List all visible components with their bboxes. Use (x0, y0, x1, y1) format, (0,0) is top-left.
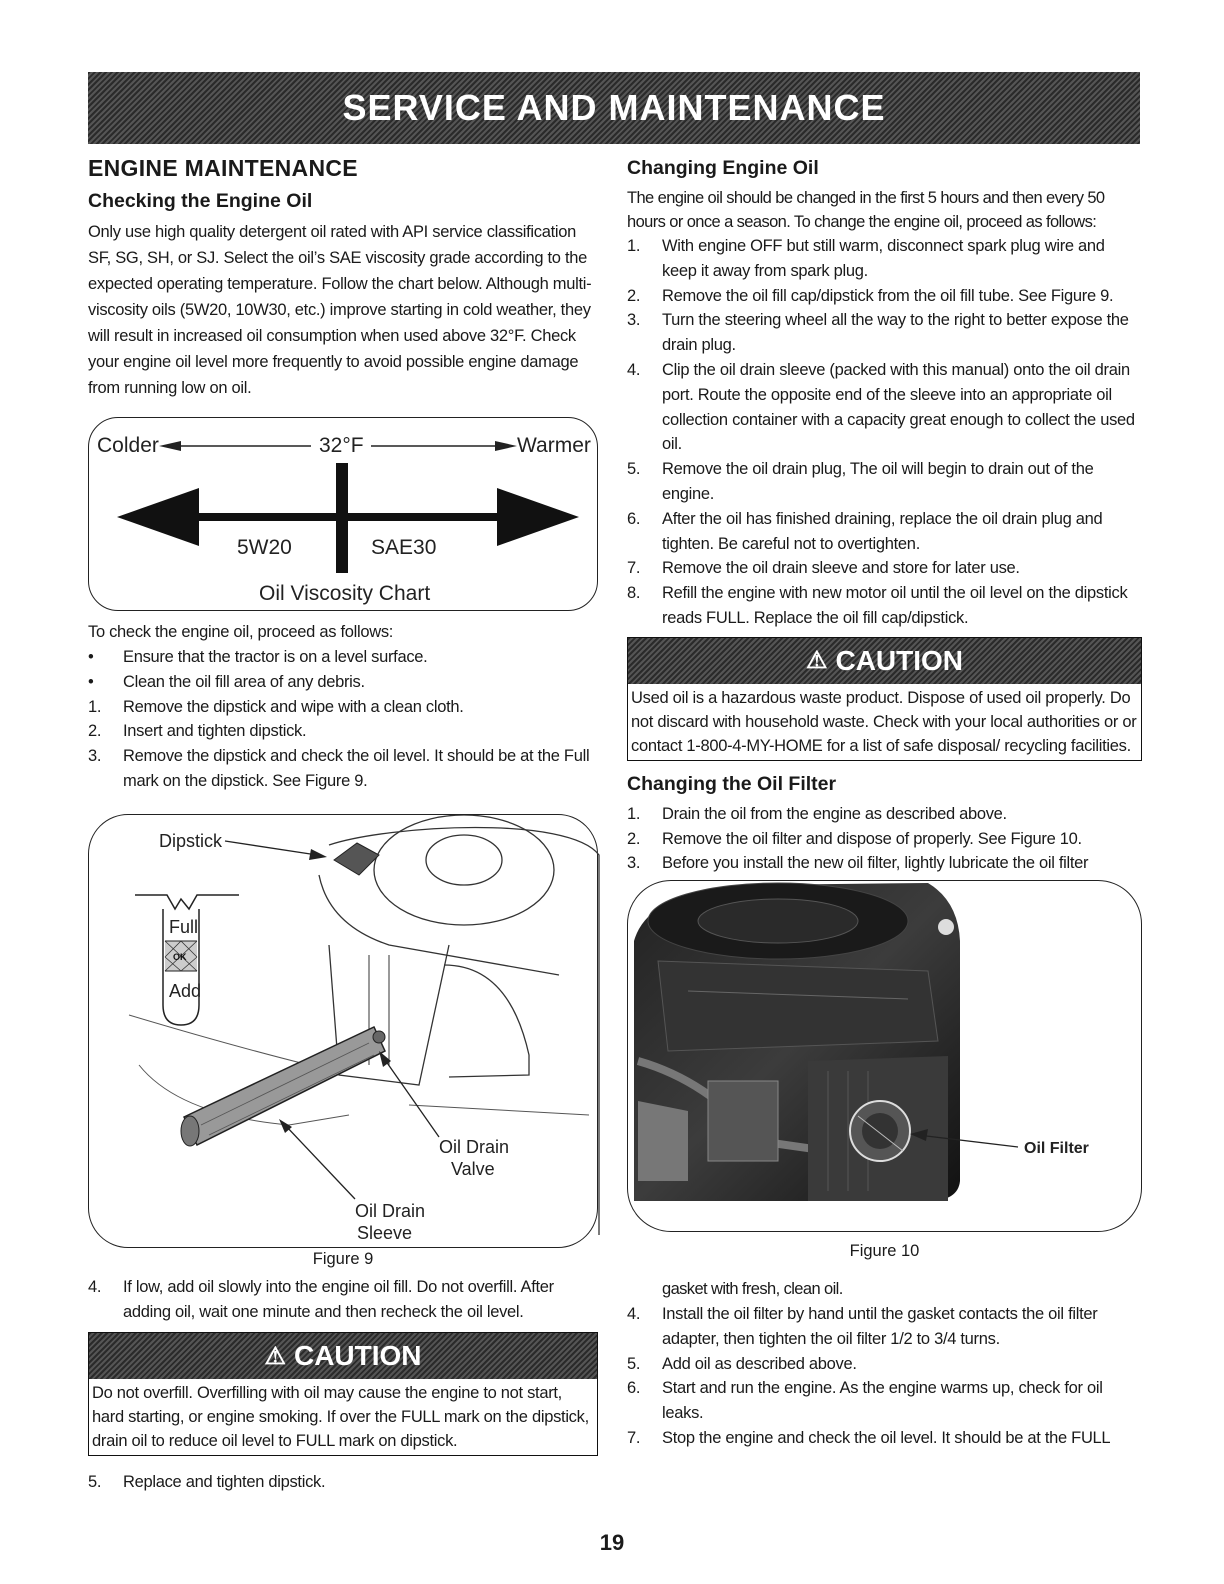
oil-filter-heading: Changing the Oil Filter (627, 772, 837, 795)
left-column (88, 155, 598, 1495)
chart-caption: Oil Viscosity Chart (259, 582, 431, 605)
caution-text: Used oil is a hazardous waste product. Dispose of used oil properly. Do not discard with household waste. Check with your local authorities or or contact 1-800-4-MY-HOME for a list of safe disposal/ recycling facilities. (631, 688, 1137, 755)
warning-triangle-icon: ⚠ (264, 1342, 286, 1370)
caution-header (628, 638, 1141, 684)
checking-oil-heading: Checking the Engine Oil (88, 190, 313, 212)
figure9-drain-sleeve-label-2: Sleeve (357, 1222, 413, 1243)
list-item: 1. With engine OFF but still warm, disconnect spark plug wire and keep it away from spark plug. (627, 237, 1105, 280)
changing-oil-intro: The engine oil should be changed in the first 5 hours and then every 50 hours or once a season. To change the engine oil, proceed as follows: (627, 189, 1105, 231)
oil-viscosity-chart (88, 417, 598, 611)
oil-filter-steps-continued (627, 1302, 1142, 1451)
list-item: 2. Insert and tighten dipstick. (88, 722, 307, 741)
check-oil-steps (88, 645, 598, 794)
list-item: 5. Replace and tighten dipstick. (88, 1473, 326, 1492)
list-item: 4. Install the oil filter by hand until the gasket contacts the oil filter adapter, then tighten the oil filter 1/2 to 3/4 turns. (627, 1304, 1098, 1348)
oil-filter-steps (627, 802, 1142, 876)
list-item: 2. Remove the oil fill cap/dipstick from the oil fill tube. See Figure 9. (627, 286, 1114, 305)
list-item: 6. After the oil has finished draining, replace the oil drain plug and tighten. Be careful not to overtighten. (627, 509, 1103, 553)
caution-box-used-oil (627, 637, 1142, 761)
list-item: 5. Remove the oil drain plug, The oil will begin to drain out of the engine. (627, 460, 1094, 503)
list-item: • Ensure that the tractor is on a level surface. (88, 648, 428, 666)
engine-maintenance-heading: ENGINE MAINTENANCE (88, 155, 358, 181)
figure9-drain-sleeve-label-1: Oil Drain (355, 1200, 426, 1221)
figure-10 (627, 880, 1142, 1232)
check-oil-step-5 (88, 1470, 598, 1495)
oil-intro-paragraph: Only use high quality detergent oil rated with API service classification SF, SG, SH, or SJ. Select the oil’s SAE viscosity grade according to the expected operating temperature. Follow the chart below. Although multi-viscosity oils (5W20, 10W30, etc.) improve starting in cold weather, they will result in increased oil consumption when used above 32°F. Check your engine oil level more frequently to avoid possible engine damage from running low on oil. (88, 223, 592, 397)
check-oil-step-4 (88, 1275, 598, 1325)
caution-text: Do not overfill. Overfilling with oil may cause the engine to not start, hard starting, or engine smoking. If over the FULL mark on the dipstick, drain oil to reduce oil level to FULL mark on dipstick. (92, 1384, 589, 1451)
chart-left-grade: 5W20 (237, 536, 292, 559)
dipstick-full-label: Full (169, 916, 199, 937)
caution-title: CAUTION (835, 644, 964, 676)
list-item: 7. Stop the engine and check the oil level. It should be at the FULL (627, 1428, 1111, 1447)
list-item: 1. Drain the oil from the engine as described above. (627, 804, 1007, 823)
figure10-oil-filter-label: Oil Filter (1024, 1140, 1089, 1158)
list-item: 2. Remove the oil filter and dispose of properly. See Figure 10. (627, 829, 1082, 848)
list-item: 3. Before you install the new oil filter, lightly lubricate the oil filter (627, 854, 1089, 873)
figure9-drain-valve-label-1: Oil Drain (439, 1136, 510, 1157)
right-column (627, 155, 1142, 1451)
dipstick-ok-label: OK (173, 951, 187, 962)
changing-oil-steps (627, 234, 1142, 631)
warning-triangle-icon: ⚠ (805, 647, 828, 675)
caution-title: CAUTION (293, 1340, 422, 1372)
figure-9 (88, 814, 598, 1248)
check-oil-intro: To check the engine oil, proceed as follows: (88, 623, 394, 641)
figure-10-caption: Figure 10 (849, 1242, 920, 1261)
list-item: 3. Turn the steering wheel all the way to the right to better expose the drain plug. (627, 311, 1129, 355)
dipstick-add-label: Add (169, 980, 202, 1001)
oil-filter-step-3-continued: gasket with fresh, clean oil. (662, 1280, 843, 1299)
changing-oil-heading: Changing Engine Oil (627, 157, 819, 179)
page-number: 19 (599, 1530, 625, 1555)
chart-warmer-label: Warmer (517, 434, 591, 457)
figure9-drain-valve-label-2: Valve (451, 1158, 495, 1179)
list-item: 3. Remove the dipstick and check the oil level. It should be at the Full mark on the dipstick. See Figure 9. (88, 747, 590, 790)
list-item: 4. Clip the oil drain sleeve (packed with this manual) onto the oil drain port. Route the opposite end of the sleeve into an appropriate oil collection container with a capacity great enough to collect the used oil. (627, 360, 1135, 454)
chart-right-grade: SAE30 (371, 536, 437, 559)
section-banner (88, 72, 1140, 144)
list-item: 7. Remove the oil drain sleeve and store for later use. (627, 559, 1020, 578)
viscosity-chart-graphic (89, 418, 597, 608)
list-item: 4. If low, add oil slowly into the engine oil fill. Do not overfill. After adding oil, wait one minute and then recheck the oil level. (88, 1277, 554, 1321)
figure-9-illustration (89, 815, 601, 1245)
caution-header (89, 1333, 597, 1379)
list-item: 6. Start and run the engine. As the engine warms up, check for oil leaks. (627, 1379, 1103, 1423)
list-item: 1. Remove the dipstick and wipe with a clean cloth. (88, 697, 464, 716)
chart-colder-label: Colder (97, 434, 159, 457)
list-item: 8. Refill the engine with new motor oil until the oil level on the dipstick reads FULL. Replace the oil fill cap/dipstick. (627, 584, 1128, 627)
list-item: • Clean the oil fill area of any debris. (88, 672, 365, 691)
caution-box-overfill (88, 1332, 598, 1456)
list-item: 5. Add oil as described above. (627, 1354, 857, 1373)
figure-10-illustration (628, 881, 1141, 1229)
figure-9-caption: Figure 9 (312, 1249, 374, 1268)
banner-title: SERVICE AND MAINTENANCE (342, 87, 886, 128)
figure9-dipstick-label: Dipstick (159, 830, 223, 851)
chart-temp-label: 32°F (319, 434, 364, 457)
